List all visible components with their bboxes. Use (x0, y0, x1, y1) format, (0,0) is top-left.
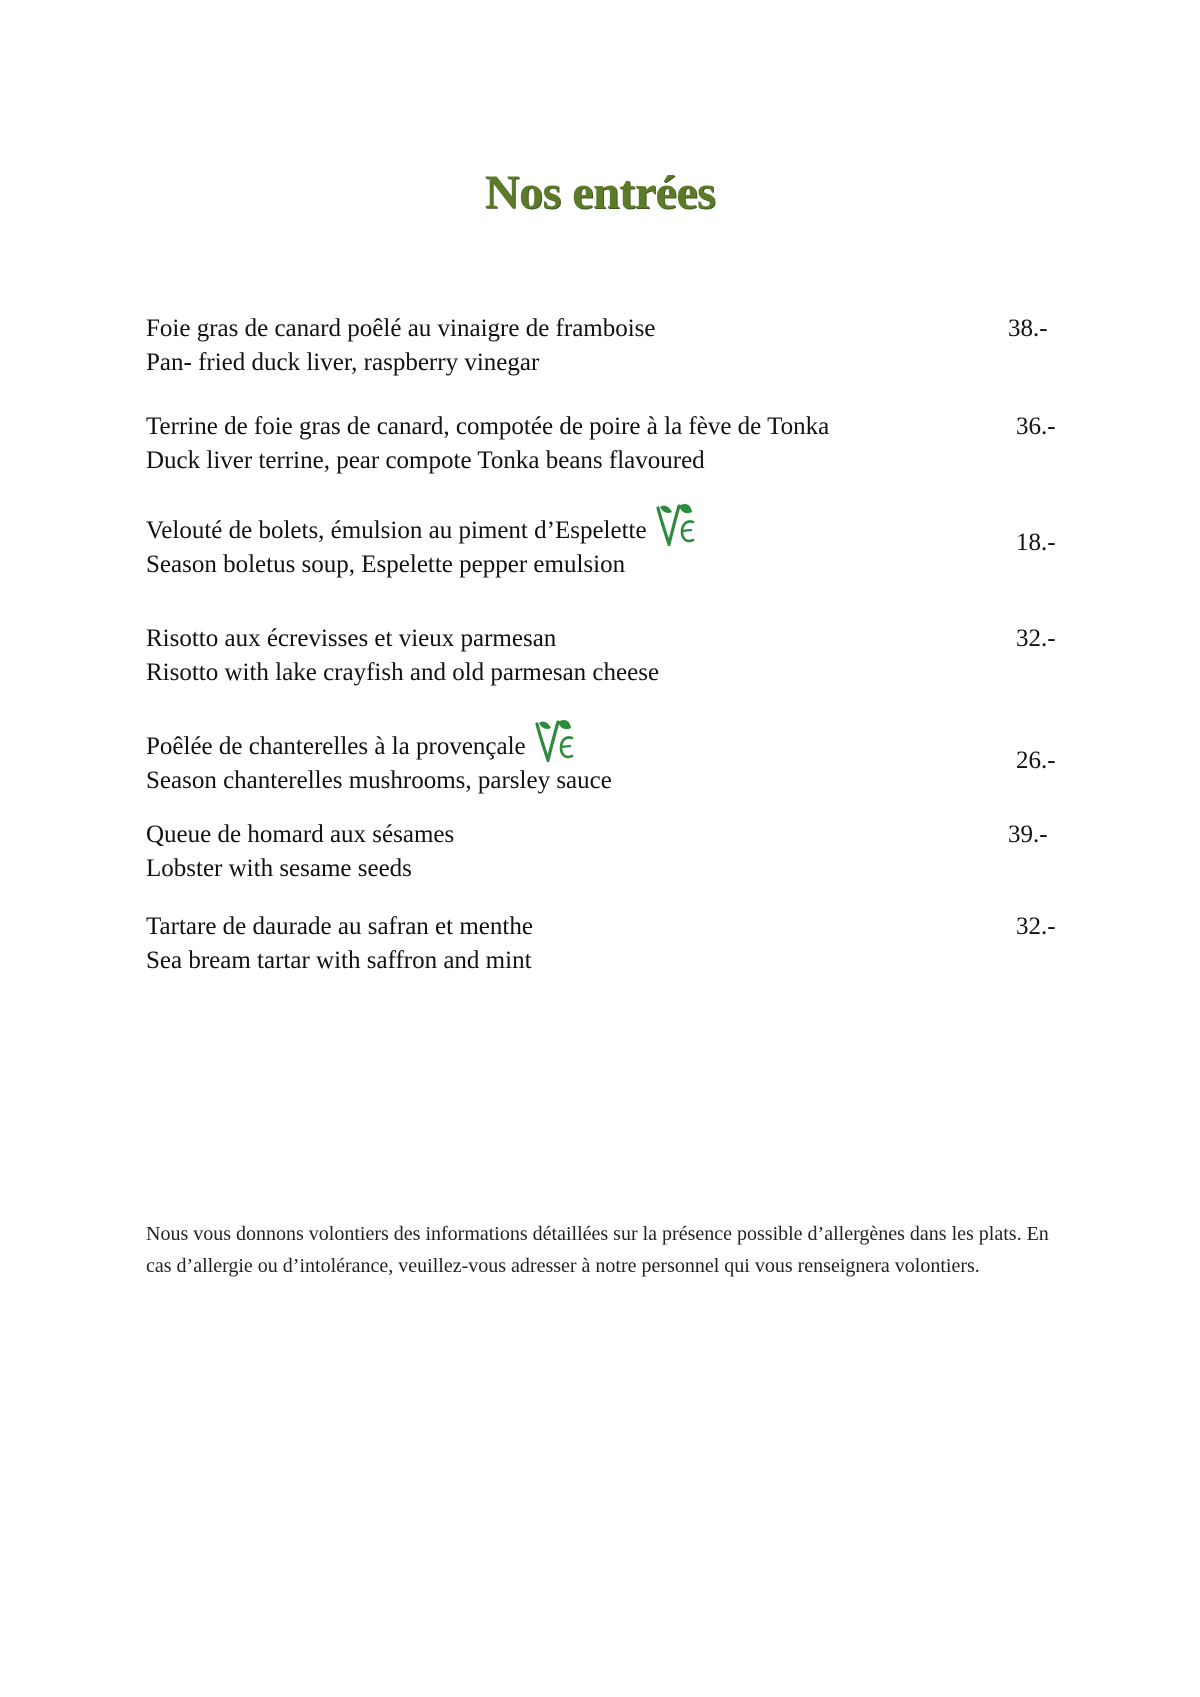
dish-name-en: Lobster with sesame seeds (146, 855, 412, 882)
dish-name-en: Season chanterelles mushrooms, parsley sauce (146, 767, 612, 794)
dish-name-fr: Risotto aux écrevisses et vieux parmesan (146, 625, 557, 652)
dish-name-fr: Poêlée de chanterelles à la provençale (146, 733, 526, 760)
menu-item (146, 622, 1066, 712)
menu-item (146, 910, 1066, 976)
dish-price: 18.- (1016, 529, 1056, 556)
vegetarian-leaf-icon-graphic (655, 500, 695, 546)
dish-name-fr-row (146, 500, 695, 548)
dish-name-en: Sea bream tartar with saffron and mint (146, 947, 532, 974)
dish-price: 32.- (1016, 625, 1056, 652)
vegetarian-leaf-icon (655, 500, 695, 546)
vegetarian-leaf-icon-graphic (534, 716, 574, 762)
dish-name-fr-row (146, 716, 574, 764)
dish-name-en: Duck liver terrine, pear compote Tonka beans flavoured (146, 447, 705, 474)
menu-list (146, 312, 1066, 976)
menu-item (146, 312, 1066, 410)
dish-name-fr: Velouté de bolets, émulsion au piment d’Espelette (146, 517, 647, 544)
vegetarian-leaf-icon (534, 716, 574, 762)
dish-name-en: Risotto with lake crayfish and old parmesan cheese (146, 659, 660, 686)
dish-price: 26.- (1016, 747, 1056, 774)
allergen-note: Nous vous donnons volontiers des informations détaillées sur la présence possible d’allergènes dans les plats. En cas d’allergie ou d’intolérance, veuillez-vous adresser à notre personnel qui vous renseignera volontiers. (146, 1223, 1049, 1277)
menu-item (146, 410, 1066, 514)
menu-item (146, 818, 1066, 910)
dish-price: 38.- (1008, 315, 1048, 342)
dish-name-fr: Tartare de daurade au safran et menthe (146, 913, 533, 940)
dish-price: 36.- (1016, 413, 1056, 440)
dish-name-en: Pan- fried duck liver, raspberry vinegar (146, 349, 540, 376)
page-title: Nos entrées (484, 166, 716, 219)
dish-name-fr: Terrine de foie gras de canard, compotée de poire à la fève de Tonka (146, 413, 830, 440)
dish-price: 32.- (1016, 913, 1056, 940)
dish-name-en: Season boletus soup, Espelette pepper emulsion (146, 551, 626, 578)
dish-name-fr: Queue de homard aux sésames (146, 821, 455, 848)
dish-price: 39.- (1008, 821, 1048, 848)
dish-name-fr: Foie gras de canard poêlé au vinaigre de framboise (146, 315, 656, 342)
menu-item (146, 712, 1066, 818)
menu-item (146, 514, 1066, 622)
